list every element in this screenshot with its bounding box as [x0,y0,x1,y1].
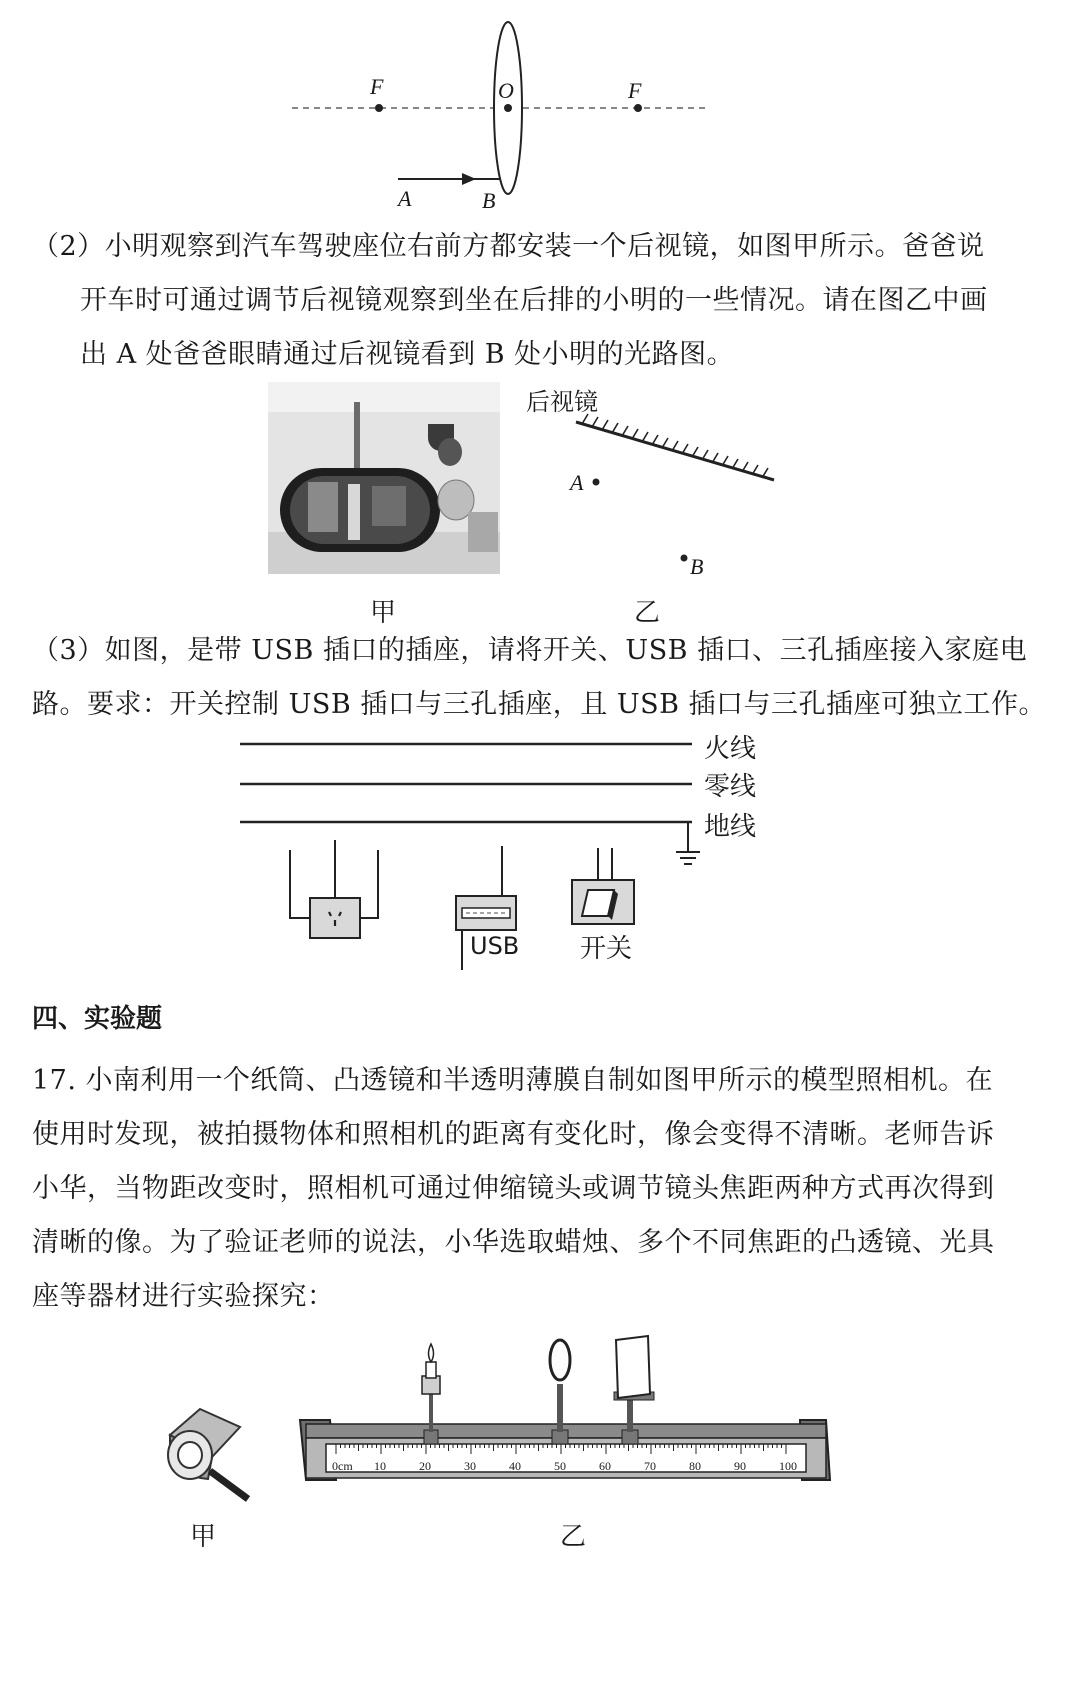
lens-label-b: B [482,188,496,213]
live-wire-label: 火线 [704,734,757,764]
q17-line-2: 使用时发现，被拍摄物体和照相机的距离有变化时，像会变得不清晰。老师告诉 [32,1119,995,1150]
q3-line-1: （3）如图，是带 USB 插口的插座，请将开关、USB 插口、三孔插座接入家庭电 [32,635,1028,666]
ground-symbol [676,822,700,864]
point-a-dot [593,479,600,486]
bench-tick-label: 90 [734,1459,746,1473]
bench-tick-label: 60 [599,1459,611,1473]
q17-caption-right: 乙 [560,1522,587,1552]
bench-tick-label: 10 [374,1459,386,1473]
q2-line-1: （2）小明观察到汽车驾驶座位右前方都安装一个后视镜，如图甲所示。爸爸说 [32,231,985,262]
ground-wire-label: 地线 [704,812,757,842]
q3-line-2: 路。要求：开关控制 USB 插口与三孔插座，且 USB 插口与三孔插座可独立工作。 [32,689,1047,720]
bench-tick-label: 70 [644,1459,656,1473]
usb-label: USB [470,932,520,960]
section-title: 四、实验题 [32,1004,163,1034]
switch [572,848,634,924]
focus-right-point [634,104,642,112]
point-b-dot [681,555,688,562]
q17-caption-left: 甲 [190,1522,217,1552]
bench-tick-label: 100 [779,1459,797,1473]
switch-label: 开关 [580,934,633,964]
q17-line-1: 17. 小南利用一个纸筒、凸透镜和半透明薄膜自制如图甲所示的模型照相机。在 [32,1065,994,1096]
bench-tick-label: 20 [419,1459,431,1473]
lens-label-f-left: F [370,74,384,99]
mirror-surface [576,422,774,480]
bench-scale-labels [326,1459,806,1475]
bench-tick-label: 50 [554,1459,566,1473]
neutral-wire-label: 零线 [704,772,757,802]
bench-tick-label: 80 [689,1459,701,1473]
q17-line-5: 座等器材进行实验探究： [32,1281,335,1312]
bench-tick-label: 30 [464,1459,476,1473]
mirror-hatching [582,414,768,478]
lens-label-a: A [398,186,412,211]
q17-line-4: 清晰的像。为了验证老师的说法，小华选取蜡烛、多个不同焦距的凸透镜、光具 [32,1227,995,1258]
lens-label-f-right: F [628,78,642,103]
lens-ray-diagram [280,18,720,218]
bench-tick-label: 40 [509,1459,521,1473]
mirror-photo [268,382,500,574]
optical-center-point [504,104,512,112]
bench-tick-label: 0cm [332,1459,353,1473]
ray-arrow [462,173,476,185]
point-b-label: B [690,554,704,579]
three-hole-socket [290,840,378,938]
model-camera [160,1395,260,1505]
focus-left-point [375,104,383,112]
q2-line-3: 出 A 处爸爸眼睛通过后视镜看到 B 处小明的光路图。 [80,339,735,370]
q17-line-3: 小华，当物距改变时，照相机可通过伸缩镜头或调节镜头焦距两种方式再次得到 [32,1173,995,1204]
mirror-label: 后视镜 [526,388,598,416]
q2-line-2: 开车时可通过调节后视镜观察到坐在后排的小明的一些情况。请在图乙中画 [80,285,988,316]
mirror-diagram [560,410,790,580]
optical-bench [296,1330,836,1508]
q2-caption-left: 甲 [370,598,397,628]
lens-label-o: O [498,78,514,103]
point-a-label: A [570,470,584,495]
q2-caption-right: 乙 [634,598,661,628]
